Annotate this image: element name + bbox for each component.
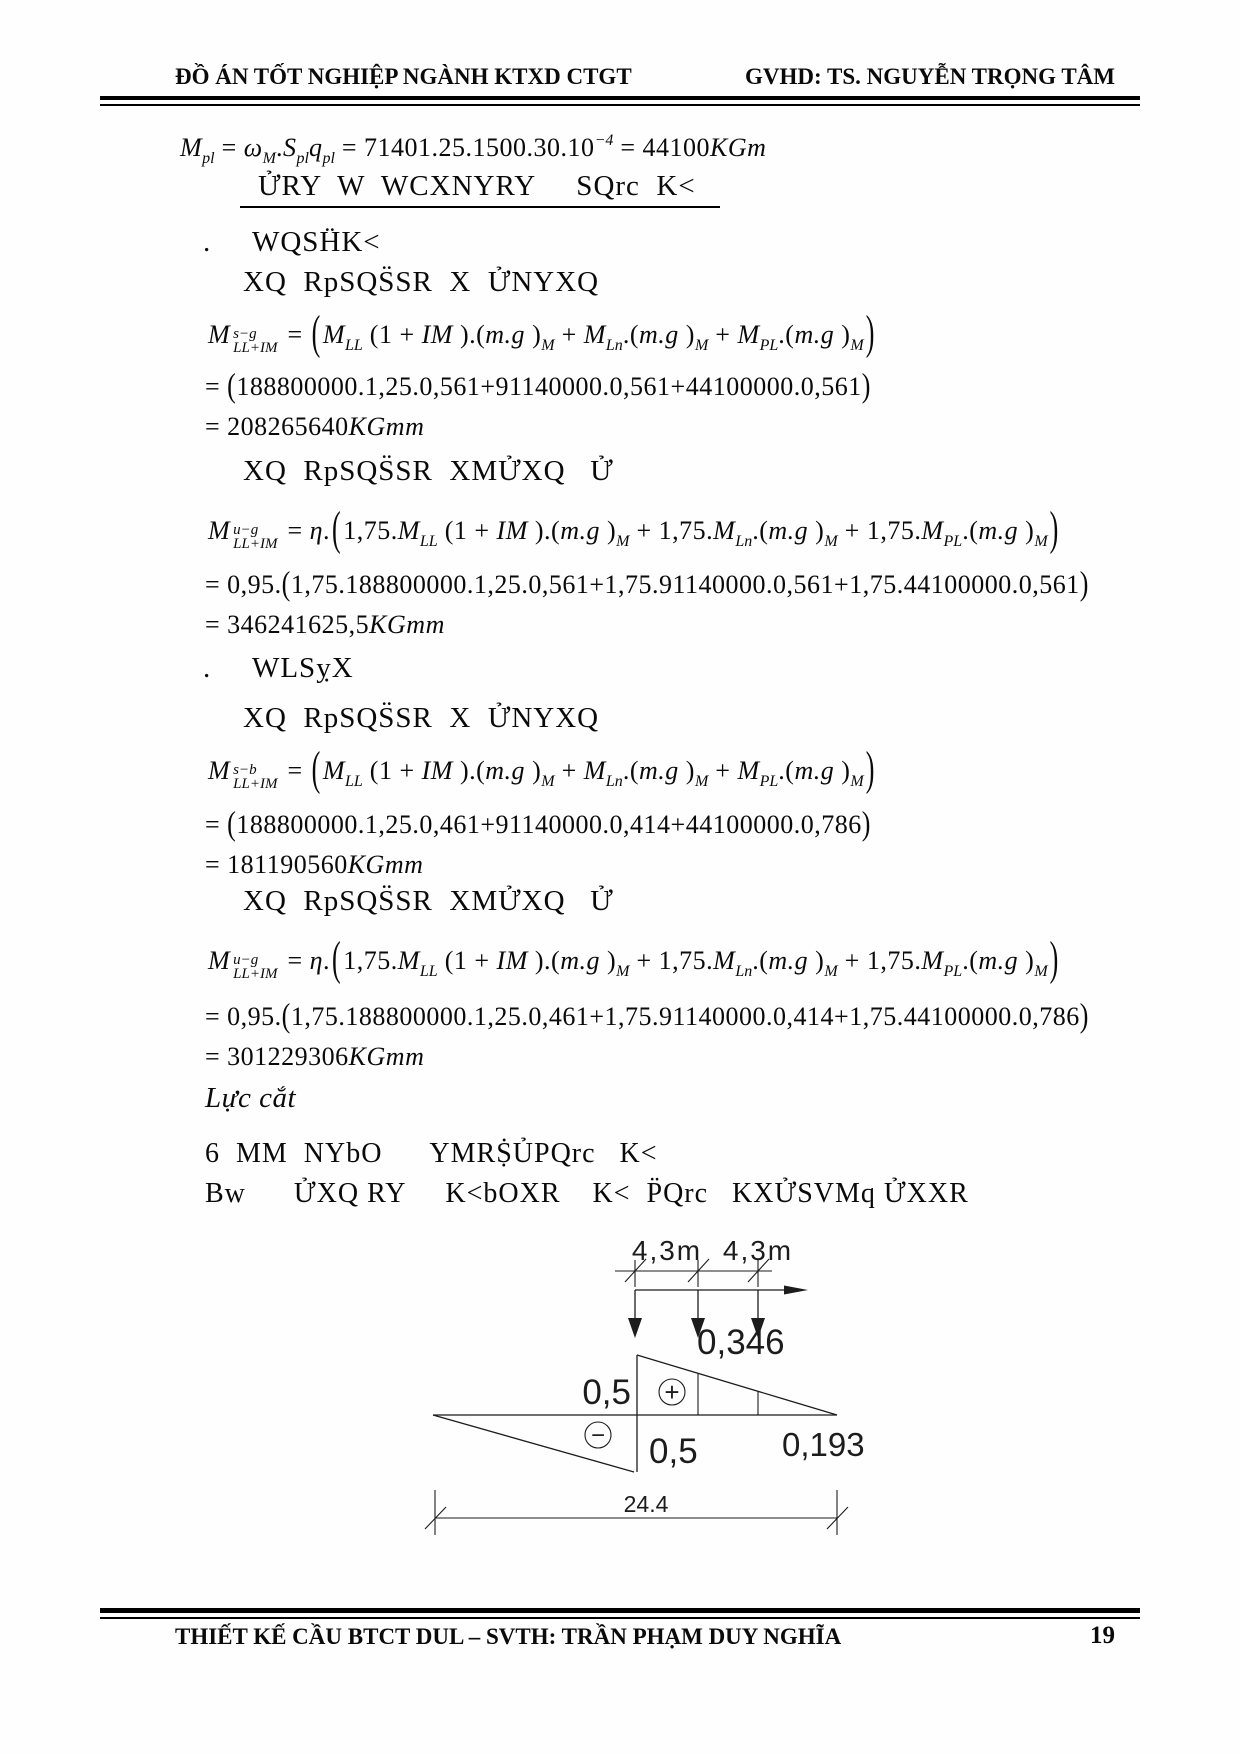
formula-moment-ultimate-slab-values: = 0,95.(1,75.188800000.1,25.0,461+1,75.91140000.0,414+1,75.44100000.0,786) [205, 996, 1089, 1035]
subheading-strength-state-1: XQ RpSQS̈SR XMỬXQ Ử [243, 455, 614, 487]
formula-moment-ultimate-girder-values: = 0,95.(1,75.188800000.1,25.0,561+1,75.91140000.0,561+1,75.44100000.0,561) [205, 564, 1089, 603]
list-item-a-garbled: . WQSḦK< [203, 226, 381, 258]
list-item-b-garbled: . WLSỵX [203, 652, 354, 684]
negative-region-marker [585, 1422, 611, 1449]
line-bw-garbled: Bw ỬXQ RY K<bOXR K< P̈Qrc KXỬSVMq ỬXXR [205, 1178, 969, 1209]
footer-left-text: THIẾT KẾ CẦU BTCT DUL – SVTH: TRẦN PHẠM DUY NGHĨA [175, 1624, 842, 1649]
subheading-service-state-2: XQ RpSQS̈SR X ỬNYXQ [243, 702, 600, 734]
minus-sign: − [590, 1422, 606, 1449]
formula-moment-service-slab: M s−b LL+IM = ($M_{LL}$ (1 + IM ).(m.g )$_M + M_{Ln}.(m.g$ )$_M + M_{PL}.(m.g$ )$_M$) [208, 741, 875, 795]
section-heading-garbled: ỬRY W WCXNYRY SQrc K< [240, 170, 720, 208]
peak-negative-value: 0,5 [649, 1432, 698, 1471]
dimension-label-right: 4,3m [722, 1235, 794, 1266]
formula-moment-service-girder-result: = 208265640KGmm [205, 412, 425, 441]
formula-mpl: $M_{pl} = \omega_M.S_{pl}q_{pl} = 71401.25.1500.30.10^{-4} = 44100KGm$ [180, 132, 767, 167]
footer-double-rule [100, 1608, 1140, 1619]
end-ordinate-value: 0,193 [782, 1426, 865, 1463]
plus-sign: + [664, 1377, 680, 1407]
formula-moment-ultimate-slab: M u−g LL+IM = $\eta.(1,75.M_{LL}$ (1 + IM ).(m.g )$_M + 1,75.M_{Ln}.(m.g$ )$_M + 1,75.M_{PL}.(m.g$ )$_M$) [208, 931, 1059, 985]
direction-arrow-icon [784, 1286, 808, 1295]
subheading-service-state-1: XQ RpSQS̈SR X ỬNYXQ [243, 266, 600, 298]
peak-positive-value: 0,5 [582, 1373, 631, 1412]
formula-moment-ultimate-slab-result: = 301229306KGmm [205, 1042, 425, 1071]
formula-moment-service-girder: M s−g LL+IM = ($M_{LL}$ (1 + IM ).(m.g )$_M + M_{Ln}.(m.g$ )$_M + M_{PL}.(m.g$ )$_M$) [208, 305, 875, 359]
formula-moment-ultimate-girder-result: = 346241625,5KGmm [205, 610, 445, 639]
influence-line-shape [433, 1355, 837, 1472]
header-left-title: ĐỒ ÁN TỐT NGHIỆP NGÀNH KTXD CTGT [175, 64, 632, 89]
subheading-strength-state-2: XQ RpSQS̈SR XMỬXQ Ử [243, 885, 614, 917]
header-double-rule [100, 96, 1140, 106]
page-number: 19 [1090, 1622, 1115, 1649]
shear-influence-line-diagram [420, 1230, 890, 1545]
header-right-advisor: GVHD: TS. NGUYỄN TRỌNG TÂM [745, 64, 1115, 89]
formula-moment-service-slab-values: = (188800000.1,25.0,461+91140000.0,414+44100000.0,786) [205, 804, 871, 843]
positive-region-marker [659, 1377, 685, 1407]
load-line [635, 1286, 808, 1295]
line-6mm-garbled: 6 MM NYbO YMRṨỦPQrc K< [205, 1138, 658, 1169]
shear-force-label: Lực cắt [205, 1082, 296, 1114]
formula-moment-service-girder-values: = (188800000.1,25.0,561+91140000.0,561+44100000.0,561) [205, 366, 871, 405]
formula-moment-service-slab-result: = 181190560KGmm [205, 850, 424, 879]
load-arrow-icon [628, 1318, 642, 1338]
dimension-label-left: 4,3m [631, 1235, 703, 1266]
formula-moment-ultimate-girder: M u−g LL+IM = $\eta.(1,75.M_{LL}$ (1 + IM ).(m.g )$_M + 1,75.M_{Ln}.(m.g$ )$_M + 1,75.M_{PL}.(m.g$ )$_M$) [208, 501, 1059, 555]
middle-ordinate-value: 0,346 [697, 1323, 785, 1362]
span-length-value: 24.4 [623, 1491, 669, 1517]
